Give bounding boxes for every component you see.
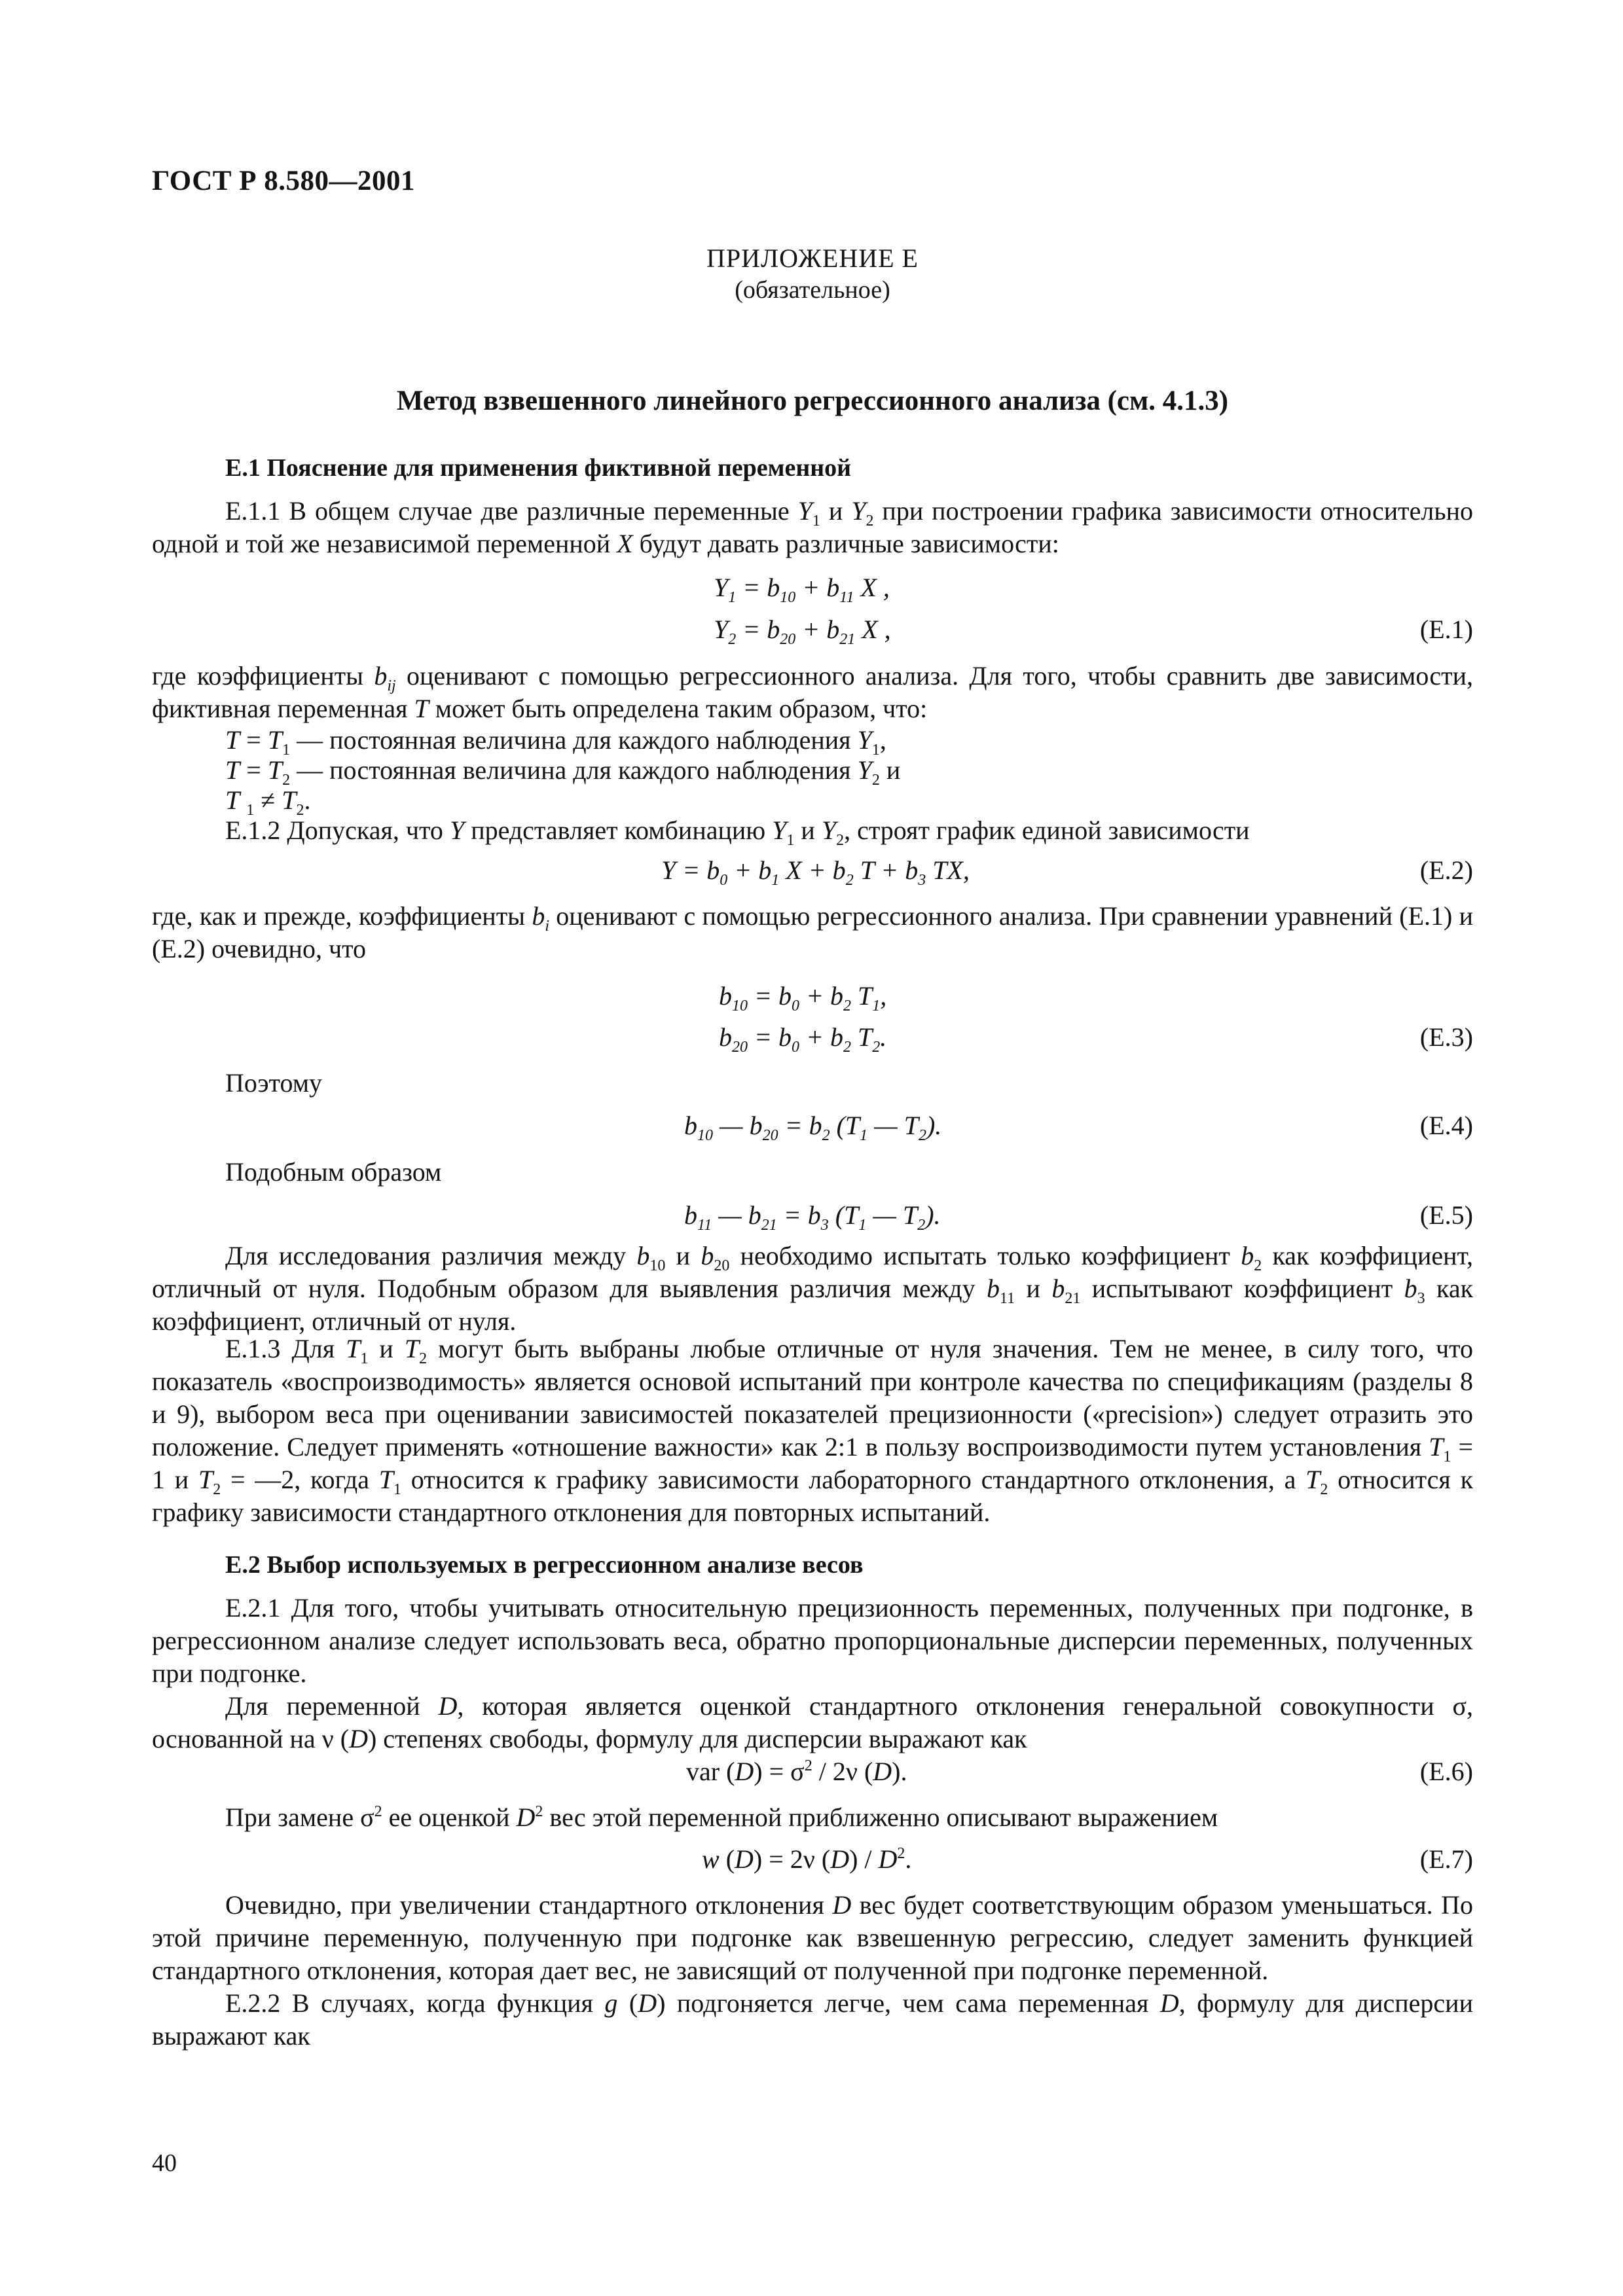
equation-number-e5: (Е.5) (1419, 1200, 1473, 1230)
equation-number-e6: (Е.6) (1419, 1757, 1473, 1786)
equation-number-e7: (Е.7) (1419, 1844, 1473, 1874)
standard-header: ГОСТ Р 8.580—2001 (152, 166, 416, 196)
paragraph-e1-2: Е.1.2 Допуская, что Y представляет комбинацию $Y_1$ и $Y_2$, строят график единой зависимости (225, 816, 1250, 849)
paragraph-comparison: где, как и прежде, коэффициенты $b_i$ оценивают с помощью регрессионного анализа. При сравнении уравнений (Е.1) и (Е.2) очевидно, что (152, 901, 1473, 963)
equation-e4: $b_{10}$ — $b_{20} = b_2$ ($T_1$ — $T_2$). (684, 1111, 942, 1144)
text-replacement: При замене $\sigma^2$ ее оценкой $D^2$ вес этой переменной приближенно описывают выражением (225, 1803, 1218, 1832)
paragraph-coefficients: где коэффициенты $b_{ij}$ оценивают с помощью регрессионного анализа. Для того, чтобы сравнить две зависимости, фиктивная переменная T может быть определена таким образом, что: (152, 661, 1473, 723)
equation-number-e4: (Е.4) (1419, 1111, 1473, 1140)
equation-e3-line2: $b_{20} = b_0 + b_2$ $T_2$. (719, 1022, 887, 1056)
equation-e5: $b_{11}$ — $b_{21} = b_3$ ($T_1$ — $T_2$). (684, 1200, 941, 1234)
condition-t2: $T = T_2$ — постоянная величина для каждого наблюдения $Y_2$ и (225, 755, 901, 789)
paragraph-e1-3: Е.1.3 Для $T_1$ и $T_2$ могут быть выбраны любые отличные от нуля значения. Тем не менее, в силу того, что показатель «воспроизводимость» является основой испытаний при контроле качества по спецификациям (разделы 8 и 9), выбором веса при оценивании зависимостей показателей прецизионности («precision») следует отразить это положение. Следует применять «отношение важности» как 2:1 в пользу воспроизводимости путем установления $T_1 = 1$ и $T_2$ = —2, когда $T_1$ относится к графику зависимости лабораторного стандартного отклонения, а $T_2$ относится к графику зависимости стандартного отклонения для повторных испытаний. (152, 1334, 1474, 1527)
section-e2-heading: Е.2 Выбор используемых в регрессионном анализе весов (225, 1551, 864, 1579)
paragraph-e2-1: Е.2.1 Для того, чтобы учитывать относительную прецизионность переменных, полученных при подгонке, в регрессионном анализе следует использовать веса, обратно пропорциональные дисперсии переменных, полученных при подгонке. Для переменной D, которая является оценкой стандартного отклонения генеральной совокупности σ, основанной на ν (D) степенях свободы, формулу для дисперсии выражают как (152, 1593, 1473, 1753)
equation-e1-line1: $Y_1 = b_{10} + b_{11}$ X , (714, 573, 890, 606)
paragraph-e1-1: Е.1.1 В общем случае две различные переменные $Y_1$ и $Y_2$ при построении графика зависимости относительно одной и той же независимой переменной X будут давать различные зависимости: (152, 496, 1474, 558)
text-thus: Поэтому (225, 1068, 323, 1098)
appendix-status: (обязательное) (735, 276, 890, 304)
equation-number-e1: (Е.1) (1419, 615, 1473, 644)
equation-e1-line2: $Y_2 = b_{20} + b_{21}$ X , (714, 615, 891, 648)
paragraph-difference: Для исследования различия между $b_{10}$ и $b_{20}$ необходимо испытать только коэффициент $b_2$ как коэффициент, отличный от нуля. Подобным образом для выявления различия между $b_{11}$ и $b_{21}$ испытывают коэффициент $b_3$ как коэффициент, отличный от нуля. (152, 1241, 1474, 1336)
paragraph-weight: Очевидно, при увеличении стандартного отклонения D вес будет соответствующим образом уменьшаться. По этой причине переменную, полученную при подгонке как взвешенную регрессию, следует заменить функцией стандартного отклонения, которая дает вес, не зависящий от полученной при подгонке переменной. Е.2.2 В случаях, когда функция g (D) подгоняется легче, чем сама переменная D, формулу для дисперсии выражают как (152, 1890, 1473, 2051)
equation-e2: $Y = b_0 + b_1$ $X + b_2$ $T + b_3$ TX, (661, 855, 970, 889)
equation-e6: var $(D) = \sigma^2 / 2\nu$ (D). (686, 1757, 907, 1786)
condition-t-neq: T $_1 \ne T_2$. (225, 785, 311, 819)
equation-e7: w (D) = 2ν $(D) / D^2$. (702, 1844, 912, 1874)
page-number: 40 (152, 2149, 177, 2177)
section-e1-heading: Е.1 Пояснение для применения фиктивной переменной (225, 454, 852, 482)
appendix-title: ПРИЛОЖЕНИЕ Е (706, 243, 919, 273)
text-similarly: Подобным образом (225, 1157, 442, 1187)
equation-number-e2: (Е.2) (1419, 855, 1473, 885)
equation-e3-line1: $b_{10} = b_0 + b_2$ $T_1$, (719, 981, 887, 1014)
equation-number-e3: (Е.3) (1419, 1022, 1473, 1052)
condition-t1: $T = T_1$ — постоянная величина для каждого наблюдения $Y_1$, (225, 725, 886, 759)
main-title: Метод взвешенного линейного регрессионного анализа (см. 4.1.3) (396, 386, 1229, 416)
